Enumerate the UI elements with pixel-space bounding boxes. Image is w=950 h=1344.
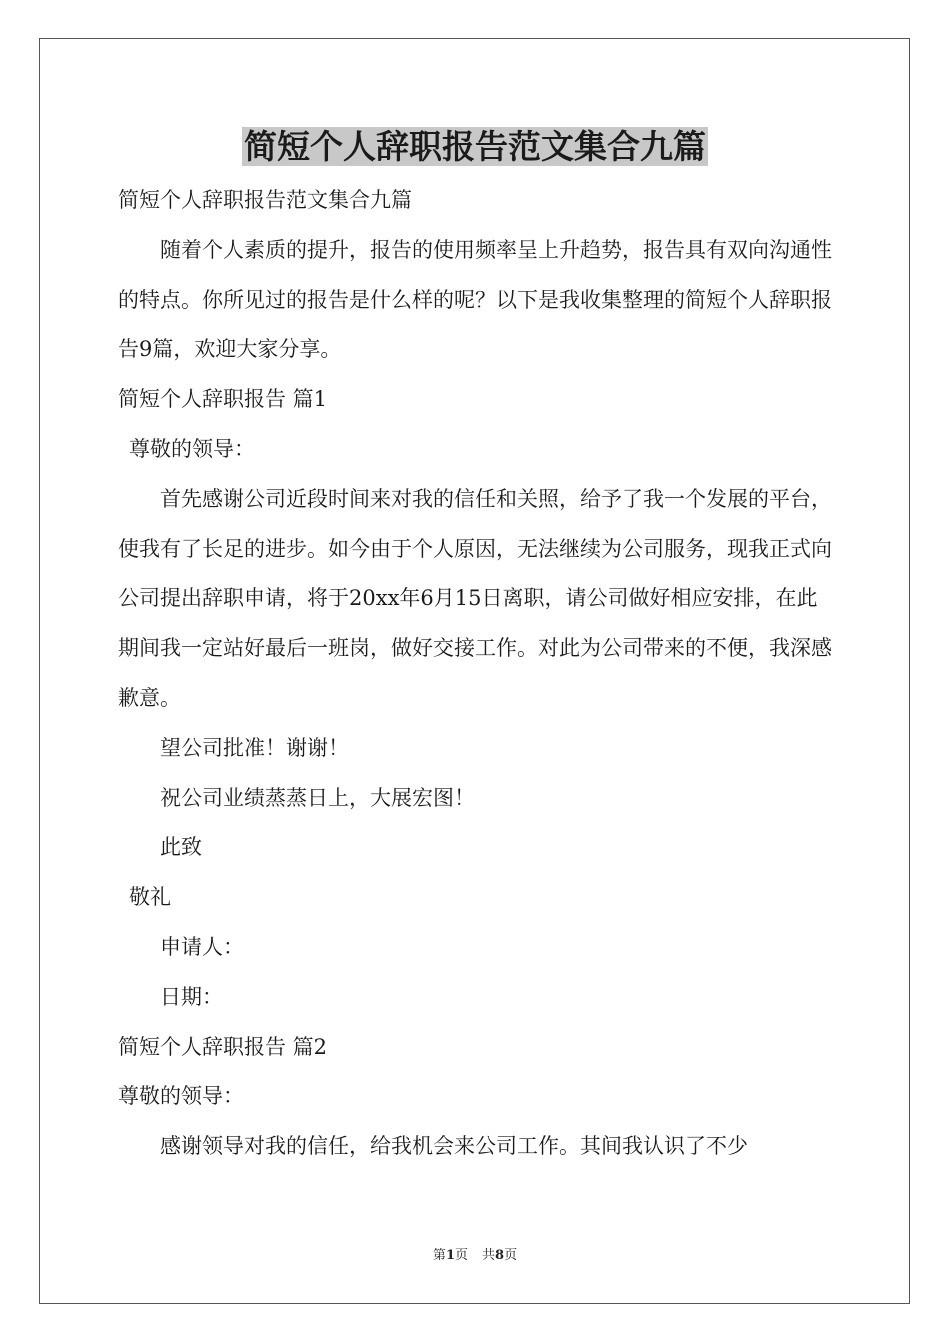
page-number-prefix: 第 xyxy=(432,1248,446,1263)
page-total-count: 8 xyxy=(495,1248,505,1263)
document-title-text: 简短个人辞职报告范文集合九篇 xyxy=(244,127,706,166)
page-footer xyxy=(0,1246,950,1266)
page-total-prefix: 共 xyxy=(482,1248,496,1263)
document-title xyxy=(0,124,950,170)
section-heading-2: 简短个人辞职报告 篇2 xyxy=(118,1034,328,1059)
salutation-2: 尊敬的领导： xyxy=(118,1084,244,1109)
page-total-suffix: 页 xyxy=(504,1248,518,1263)
body-paragraph-1: 首先感谢公司近段时间来对我的信任和关照，给予了我一个发展的平台，使我有了长足的进步。如今由于个人原因，无法继续为公司服务，现我正式向公司提出辞职申请，将于20xx年6月15日离职，请公司做好相应安排，在此期间我一定站好最后一班岗，做好交接工作。对此为公司带来的不便，我深感歉意。 xyxy=(118,486,832,710)
applicant-line: 申请人： xyxy=(160,934,244,959)
request-paragraph: 望公司批准！谢谢！ xyxy=(160,735,349,760)
document-body xyxy=(118,176,834,1172)
body-paragraph-2: 感谢领导对我的信任，给我机会来公司工作。其间我认识了不少 xyxy=(160,1134,748,1159)
section-heading-1: 简短个人辞职报告 篇1 xyxy=(118,387,328,412)
closing-paragraph: 此致 xyxy=(160,835,202,860)
salutation-1: 尊敬的领导： xyxy=(129,436,255,461)
page-number-suffix: 页 xyxy=(454,1248,468,1263)
date-line: 日期： xyxy=(160,984,223,1009)
wish-paragraph: 祝公司业绩蒸蒸日上，大展宏图！ xyxy=(160,785,475,810)
intro-paragraph: 随着个人素质的提升，报告的使用频率呈上升趋势，报告具有双向沟通性的特点。你所见过的报告是什么样的呢？以下是我收集整理的简短个人辞职报告9篇，欢迎大家分享。 xyxy=(118,237,832,362)
regards-paragraph: 敬礼 xyxy=(129,885,171,910)
page-number-current: 1 xyxy=(445,1248,455,1263)
subtitle-paragraph: 简短个人辞职报告范文集合九篇 xyxy=(118,188,412,212)
